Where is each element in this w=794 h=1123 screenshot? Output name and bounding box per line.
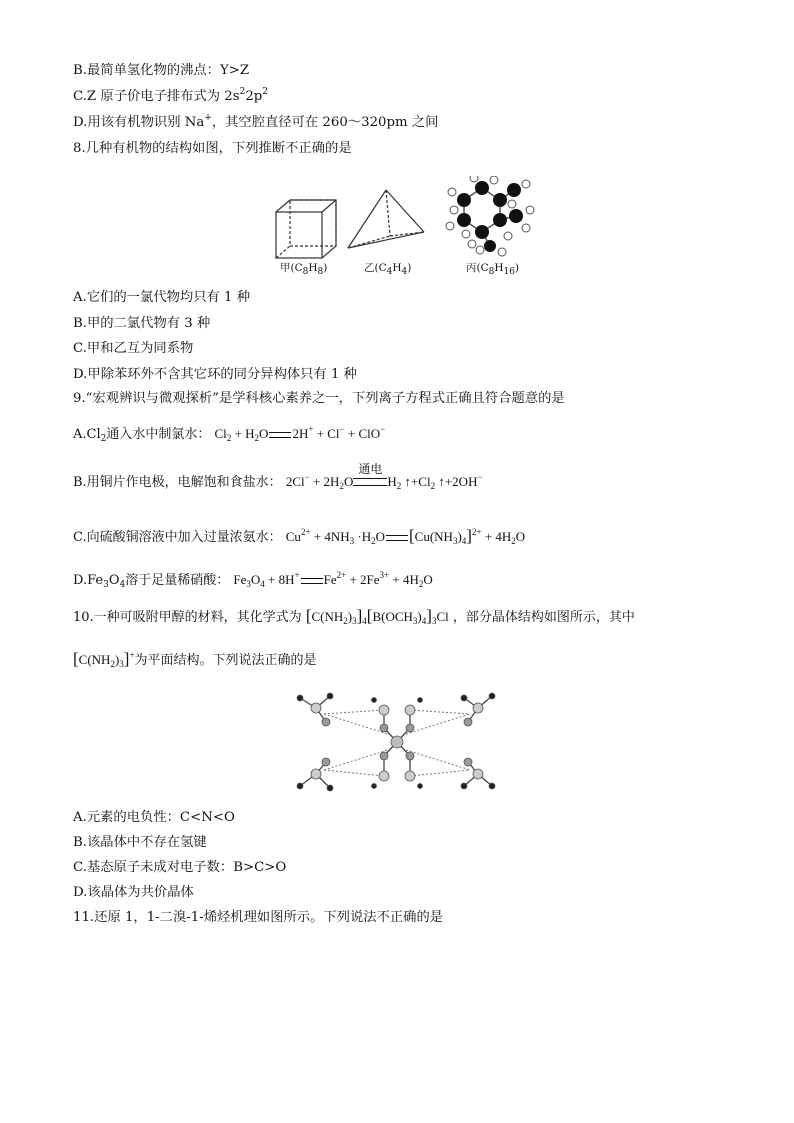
q8-option-c: C.甲和乙互为同系物 [73,341,194,356]
atoms [297,693,495,791]
q9-stem: 9.“宏观辨识与微观探析”是学科核心素养之一，下列离子方程式正确且符合题意的是 [73,391,565,406]
q10-option-a: A.元素的电负性：C<N<O [73,810,235,825]
caption-bing: 丙$(C_8H_{16})$ [466,262,520,277]
q9-option-b: B.用铜片作电极，电解饱和食盐水： $2Cl^- + 2H_2O$ 通电 $H_2$ $↑+Cl_2$ ↑+2OH− [73,462,483,491]
caption-yi: 乙$(C_4H_4)$ [364,262,412,277]
q8-option-b: B.甲的二氯代物有 3 种 [73,316,211,331]
q8-stem: 8.几种有机物的结构如图，下列推断不正确的是 [73,141,352,156]
q10-crystal-figure [286,684,508,802]
q11-stem: 11.还原 1，1-二溴-1-烯烃机理如图所示。下列说法不正确的是 [73,910,444,925]
cubane-drawing [276,200,336,258]
q9-option-a: $A.Cl_2$通入水中制氯水： $Cl_2 + H_2O$ 2H+ + Cl− + ClO− [73,424,386,444]
q9-option-d: $D.Fe_3O_4$溶于足量稀硝酸： $Fe_3O_4 + 8H^+$ $Fe^{2+} + 2Fe^{3+} + 4H_2O$ [73,570,433,590]
q7-option-c: C.Z 原子价电子排布式为 $2s^22p^2$ [73,87,269,104]
q10-option-c: C.基态原子未成对电子数：B>C>O [73,860,287,875]
q8-option-d: D.甲除苯环外不含其它环的同分异构体只有 1 种 [73,367,357,382]
tetrahedrane-drawing [348,190,424,248]
q8-figure [268,176,548,276]
q7-option-b: B.最简单氢化物的沸点：Y>Z [73,63,250,78]
caption-jia: 甲$(C_8H_8)$ [280,262,328,277]
q10-option-b: B.该晶体中不存在氢键 [73,835,207,850]
crystal-structure-svg [286,684,508,802]
ball-stick-atoms [446,176,534,256]
q8-option-a: A.它们的一氯代物均只有 1 种 [73,290,251,305]
q10-stem-line2: $[C(NH_2)_3]^+$为平面结构。下列说法正确的是 [73,649,317,669]
q9-option-c: C.向硫酸铜溶液中加入过量浓氨水： $Cu^{2+} + 4NH_3 \cdot H_2O$ $[Cu(NH_3)_4]^{2+} + 4H_2O$ [73,526,526,546]
q7-option-d: D.用该有机物识别 Na+，其空腔直径可在 260～320pm 之间 [73,113,439,130]
q10-stem-line1: 10.一种可吸附甲醇的材料，其化学式为 $[C(NH_2)_3]_4[B(OCH_3)_4]_3Cl$ ，部分晶体结构如图所示，其中 [73,606,635,626]
q10-option-d: D.该晶体为共价晶体 [73,885,194,900]
